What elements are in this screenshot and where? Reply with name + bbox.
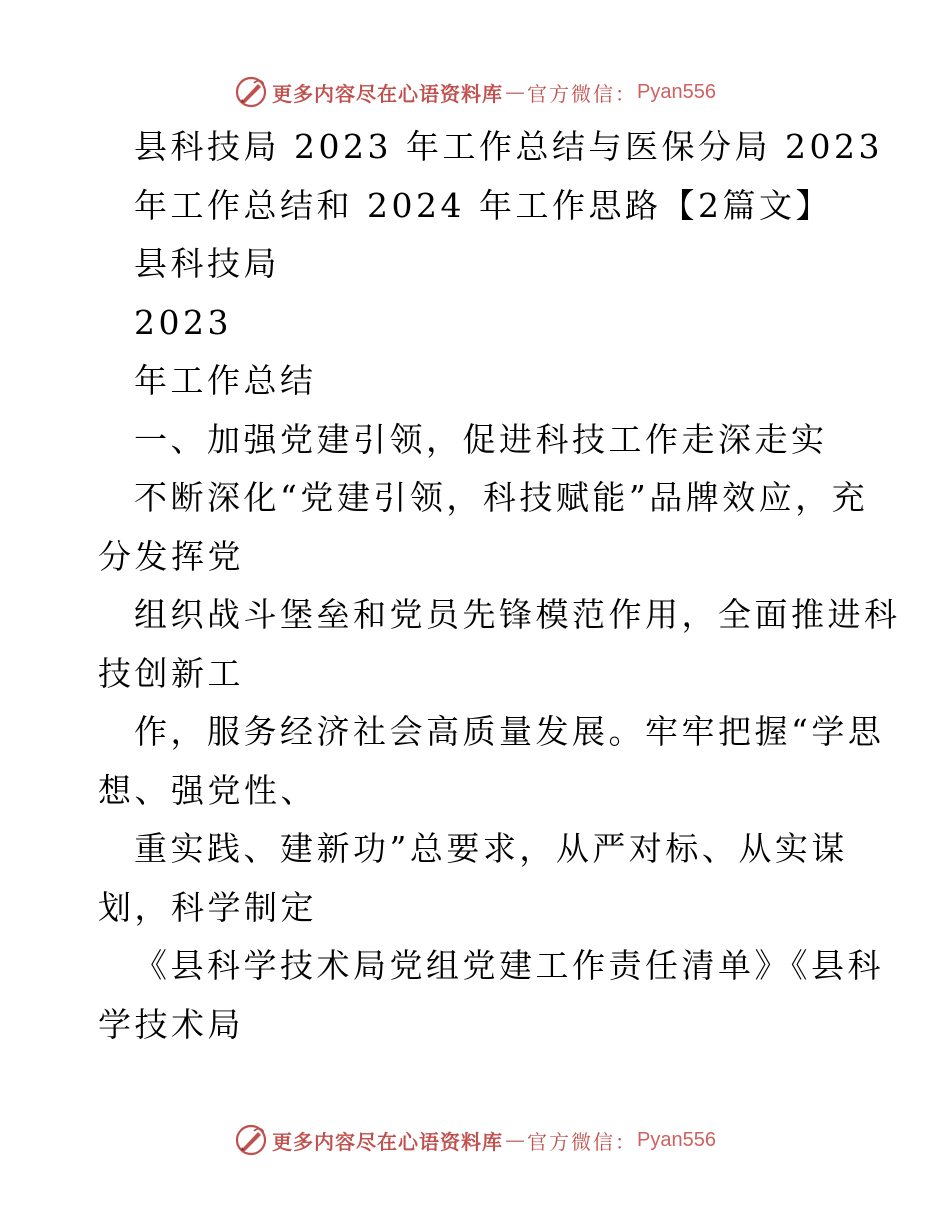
document-body	[98, 118, 901, 1054]
watermark-wechat-id: Pyan556	[637, 1128, 716, 1151]
doc-line: 2023	[134, 302, 232, 342]
doc-line: 作，服务经济社会高质量发展。牢牢把握“学思	[134, 712, 885, 751]
footer-watermark	[0, 1120, 950, 1160]
doc-line: 《县科学技术局党组党建工作责任清单》《县科	[134, 946, 884, 985]
feather-pen-logo-icon	[234, 1123, 268, 1157]
watermark-separator: —	[505, 80, 526, 104]
doc-line: 县科技局 2023 年工作总结与医保分局 2023	[134, 127, 883, 166]
watermark-brand-text: 更多内容尽在心语资料库	[272, 1129, 504, 1154]
doc-line: 重实践、建新功”总要求，从严对标、从实谋	[134, 829, 848, 868]
feather-pen-logo-icon	[234, 75, 268, 109]
header-watermark	[0, 72, 950, 112]
doc-line: 分发挥党	[98, 536, 244, 576]
doc-line: 划，科学制定	[98, 887, 317, 927]
watermark-label: 官方微信：	[527, 1129, 638, 1154]
watermark-label: 官方微信：	[527, 81, 638, 106]
doc-line: 学技术局	[98, 1004, 244, 1044]
watermark-separator: —	[505, 1128, 526, 1152]
section-heading: 一、加强党建引领，促进科技工作走深走实	[134, 419, 828, 459]
doc-line: 县科技局	[134, 244, 280, 283]
doc-line: 年工作总结和 2024 年工作思路【2篇文】	[134, 185, 832, 225]
doc-line: 组织战斗堡垒和党员先锋模范作用，全面推进科	[134, 595, 901, 634]
watermark-wechat-id: Pyan556	[637, 80, 716, 103]
doc-line: 技创新工	[98, 653, 244, 693]
doc-line: 不断深化“党建引领，科技赋能”品牌效应，充	[134, 478, 869, 517]
doc-line: 想、强党性、	[98, 770, 317, 810]
watermark-brand-text: 更多内容尽在心语资料库	[272, 81, 504, 106]
doc-line: 年工作总结	[134, 361, 317, 400]
